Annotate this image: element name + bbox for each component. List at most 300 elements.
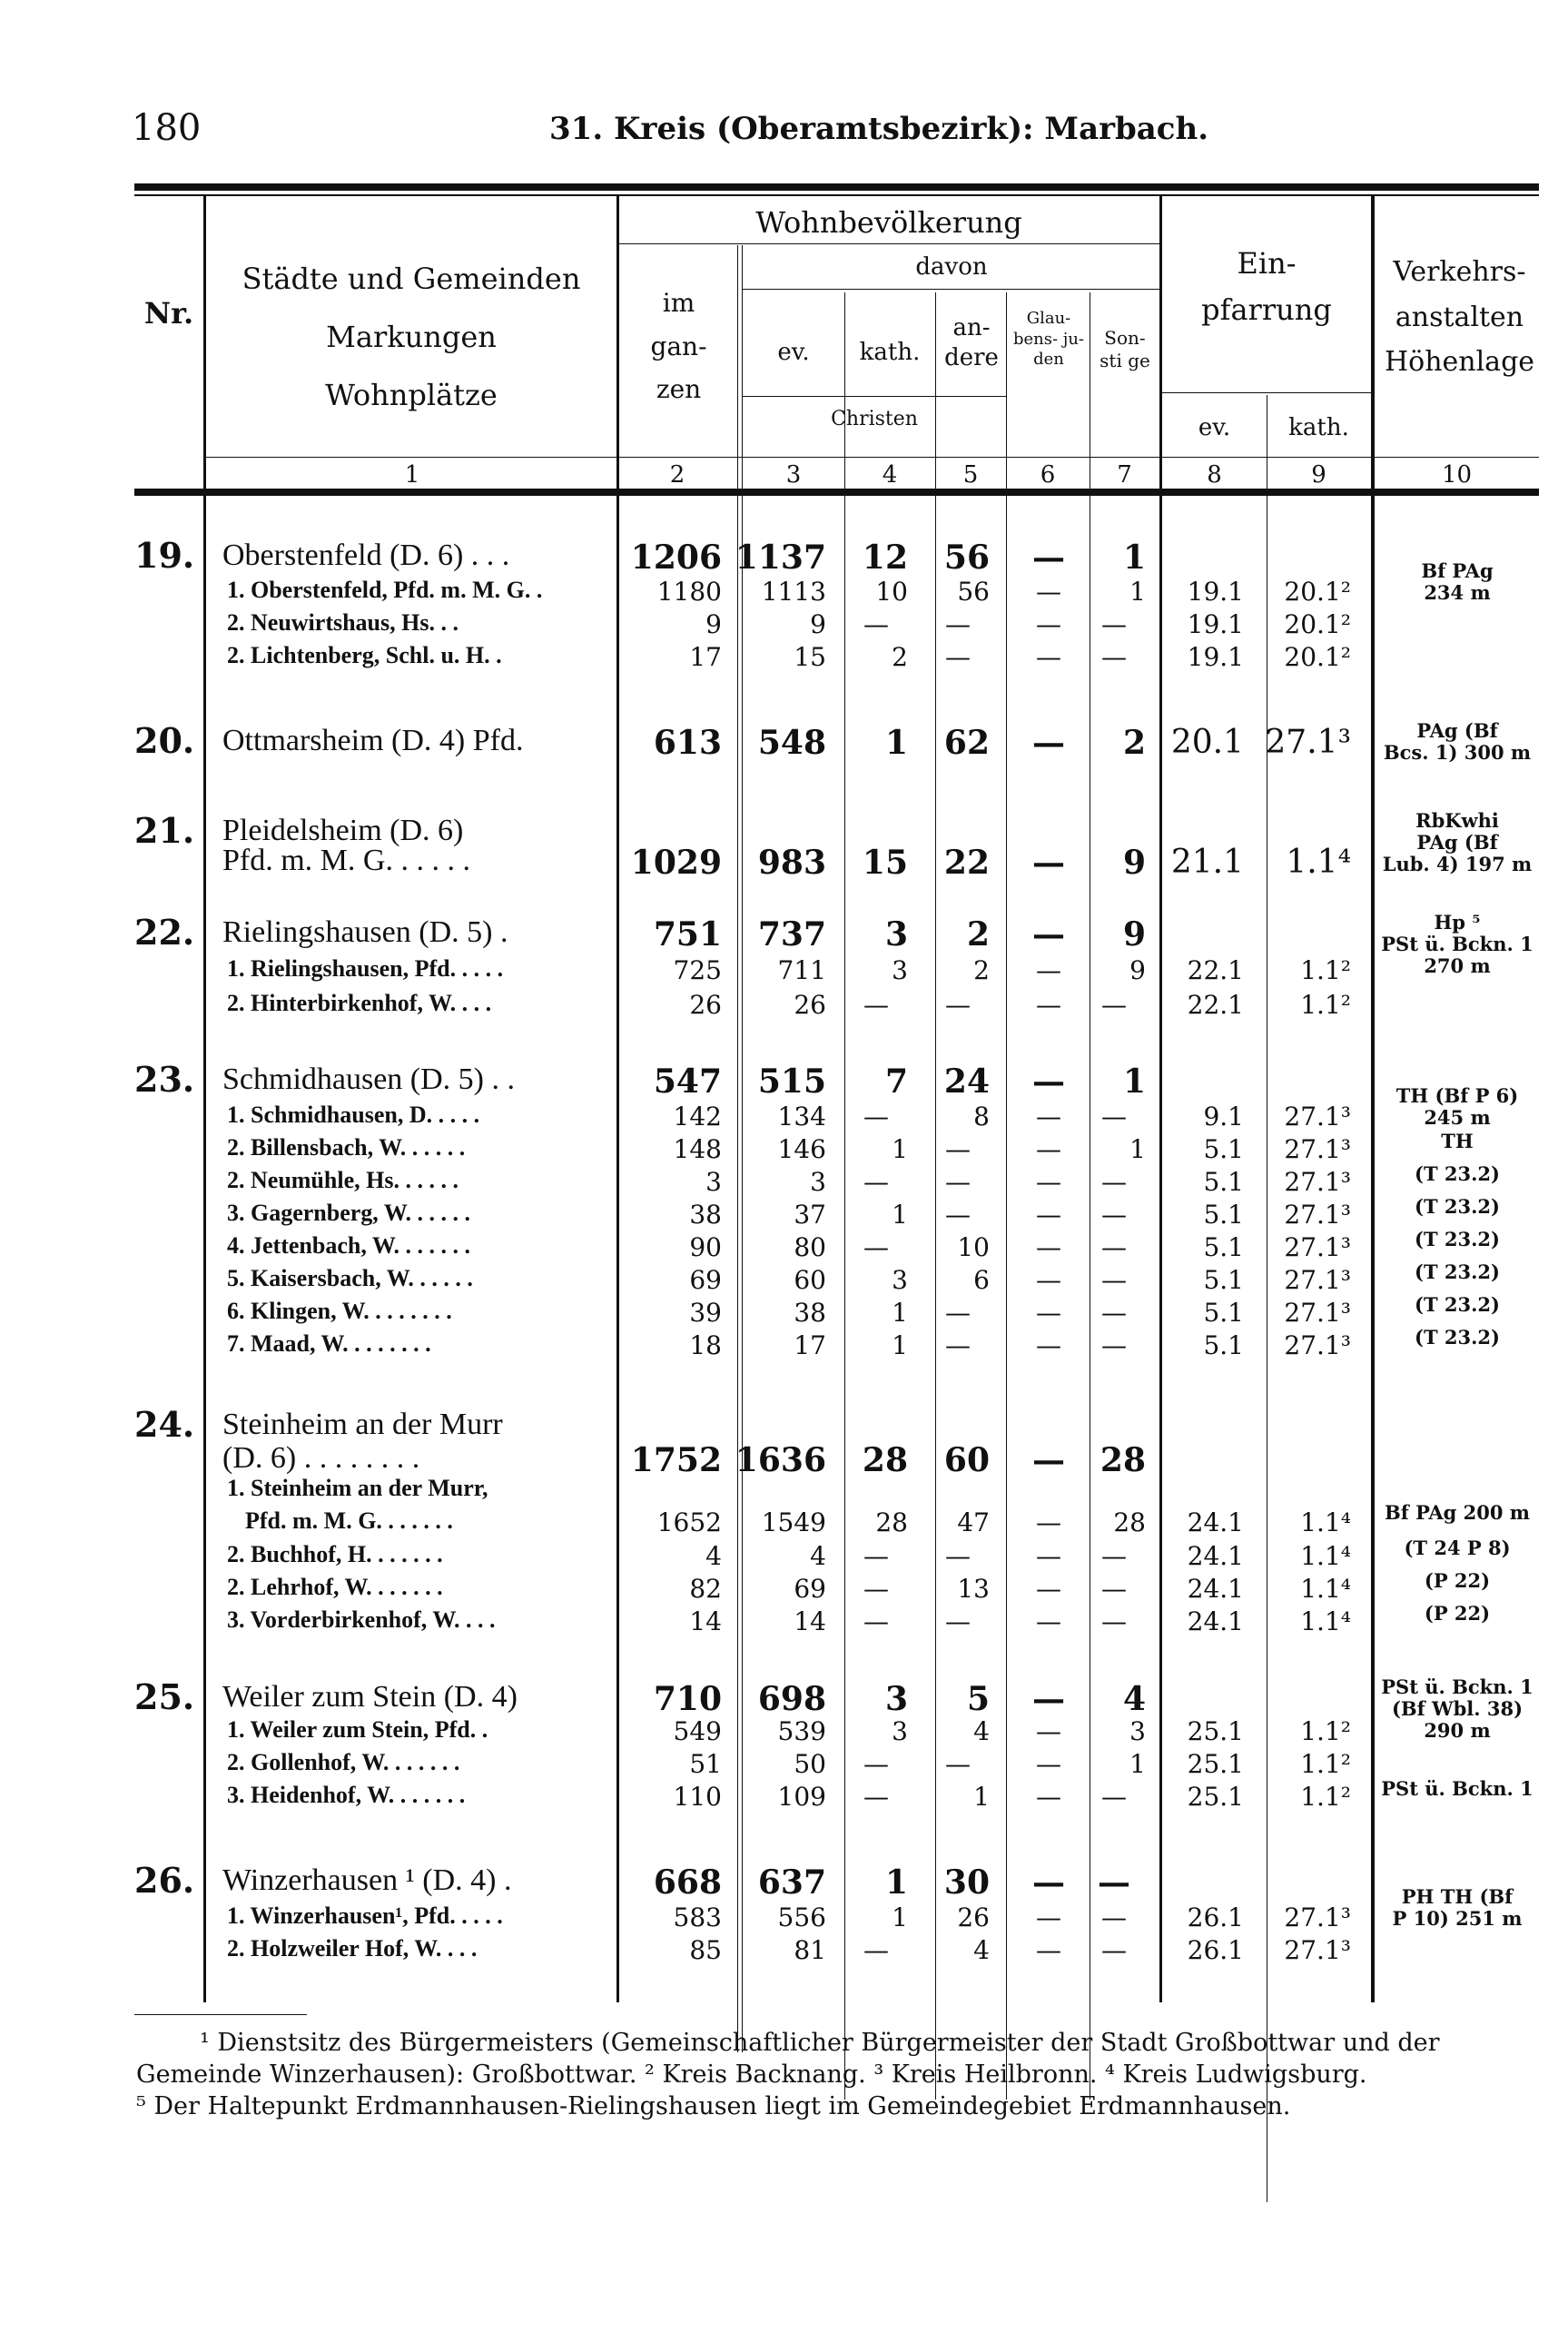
cell-value: 2 (1122, 724, 1146, 762)
verkehr-line: Bcs. 1) 300 m (1383, 741, 1532, 764)
verkehr-line: TH (Bf P 6) (1395, 1084, 1519, 1107)
verkehrsanstalten (1376, 560, 1539, 604)
cell-value: — (1036, 990, 1061, 1020)
verkehr-line: RbKwhi (1415, 809, 1499, 832)
place-name: 3. Vorderbirkenhof, W. . . . (227, 1606, 496, 1633)
cell-value: 27.1³ (1284, 1134, 1351, 1164)
header-name (207, 250, 616, 424)
cell-value: — (1036, 1102, 1061, 1132)
place-name: 3. Gagernberg, W. . . . . . (227, 1200, 470, 1226)
header-verkehr: Verkehrs- anstalten Höhenlage (1384, 256, 1535, 378)
cell-value: 69 (689, 1265, 722, 1295)
header-name-line: Städte und Gemeinden (242, 262, 581, 296)
place-name: 2. Holzweiler Hof, W. . . . (227, 1935, 478, 1962)
cell-value: — (1036, 1902, 1061, 1932)
verkehrsanstalten (1376, 1327, 1539, 1349)
cell-value: — (945, 990, 971, 1020)
verkehrsanstalten (1376, 1163, 1539, 1185)
cell-value: 1.1² (1300, 1749, 1351, 1779)
verkehr-line: (T 24 P 8) (1404, 1537, 1511, 1559)
cell-value: — (1036, 577, 1061, 607)
verkehr-line: Bf PAg 200 m (1384, 1501, 1530, 1524)
cell-value: 19.1 (1187, 642, 1244, 672)
cell-value: — (1036, 1298, 1061, 1328)
cell-value: 148 (673, 1134, 722, 1164)
place-name: Steinheim an der Murr (222, 1408, 503, 1441)
verkehr-line: PH TH (Bf (1401, 1885, 1514, 1908)
cell-value: — (1098, 1863, 1130, 1902)
cell-value: — (863, 1606, 889, 1636)
cell-value: 25.1 (1187, 1749, 1244, 1779)
cell-value: 134 (777, 1102, 826, 1132)
cell-value: 3 (892, 955, 908, 985)
col-divider (1006, 292, 1007, 2100)
cell-value: — (945, 642, 971, 672)
verkehr-line: PSt ü. Bckn. 1 (1381, 933, 1533, 955)
place-name: Schmidhausen (D. 5) . . (222, 1062, 516, 1096)
place-name: 2. Lichtenberg, Schl. u. H. . (227, 642, 502, 668)
cell-value: 5 (966, 1680, 990, 1718)
place-name: 2. Neumühle, Hs. . . . . . (227, 1167, 459, 1193)
place-name: 2. Hinterbirkenhof, W. . . . (227, 990, 492, 1016)
cell-value: 14 (689, 1606, 722, 1636)
cell-value: 21.1 (1170, 844, 1244, 881)
cell-value: — (863, 1935, 889, 1965)
cell-value: 1.1² (1300, 955, 1351, 985)
cell-value: — (1036, 1167, 1061, 1197)
cell-value: — (1036, 1265, 1061, 1295)
cell-value: 1 (892, 1200, 908, 1230)
cell-value: 25.1 (1187, 1782, 1244, 1812)
cell-value: 5.1 (1203, 1298, 1244, 1328)
cell-value: — (1101, 1200, 1127, 1230)
place-name: 7. Maad, W. . . . . . . . (227, 1330, 431, 1357)
cell-value: 60 (943, 1441, 990, 1479)
cell-value: — (1036, 1200, 1061, 1230)
cell-value: 27.1³ (1284, 1935, 1351, 1965)
footnote: ⁵ Der Haltepunkt Erdmannhausen-Rielingshausen liegt im Gemeindegebiet Erdmannhausen. (136, 2092, 1291, 2121)
cell-value: 1 (1122, 1062, 1146, 1101)
verkehr-line: (T 23.2) (1415, 1228, 1500, 1250)
cell-value: 28 (875, 1507, 908, 1537)
cell-value: 19.1 (1187, 577, 1244, 607)
verkehr-line: (T 23.2) (1415, 1260, 1500, 1283)
cell-value: 3 (1129, 1716, 1146, 1746)
cell-value: 1.1⁴ (1300, 1574, 1351, 1604)
verkehr-line: PSt ü. Bckn. 1 (1381, 1675, 1533, 1698)
cell-value: 10 (957, 1232, 990, 1262)
cell-value: 14 (794, 1606, 826, 1636)
verkehrsanstalten (1376, 720, 1539, 764)
cell-value: 3 (892, 1265, 908, 1295)
verkehr-line: PAg (Bf (1416, 719, 1498, 742)
page-number: 180 (132, 107, 202, 149)
place-name: Oberstenfeld (D. 6) . . . (222, 539, 510, 572)
cell-value: — (1036, 1606, 1061, 1636)
cell-value: 9 (1122, 844, 1146, 882)
page-title: 31. Kreis (Oberamtsbezirk): Marbach. (549, 111, 1209, 147)
cell-value: 19.1 (1187, 609, 1244, 639)
cell-value: — (1036, 955, 1061, 985)
cell-value: 613 (653, 724, 722, 762)
cell-value: — (1032, 1062, 1065, 1101)
verkehrsanstalten (1376, 1886, 1539, 1930)
cell-value: 1 (1129, 1134, 1146, 1164)
cell-value: — (863, 1102, 889, 1132)
cell-value: 27.1³ (1284, 1298, 1351, 1328)
cell-value: 1137 (735, 539, 826, 577)
row-number: 19. (134, 535, 195, 576)
cell-value: 24.1 (1187, 1541, 1244, 1571)
cell-value: 2 (973, 955, 990, 985)
cell-value: 56 (957, 577, 990, 607)
col-divider (203, 195, 206, 2002)
cell-value: 1636 (735, 1441, 826, 1479)
cell-value: 1 (1122, 539, 1146, 577)
cell-value: 1 (892, 1330, 908, 1360)
cell-value: 20.1 (1170, 724, 1244, 761)
cell-value: 547 (653, 1062, 722, 1101)
cell-value: 1.1² (1300, 1716, 1351, 1746)
place-name: 2. Neuwirtshaus, Hs. . . (227, 609, 459, 636)
verkehr-line: 290 m (1424, 1719, 1491, 1742)
cell-value: 3 (884, 1680, 908, 1718)
cell-value: 17 (689, 642, 722, 672)
cell-value: 38 (794, 1298, 826, 1328)
cell-value: — (1036, 1749, 1061, 1779)
cell-value: 5.1 (1203, 1134, 1244, 1164)
row-number: 22. (134, 912, 195, 953)
row-number: 25. (134, 1676, 195, 1717)
cell-value: 9 (810, 609, 826, 639)
cell-value: — (863, 1749, 889, 1779)
place-name: 5. Kaisersbach, W. . . . . . (227, 1265, 473, 1291)
cell-value: — (1101, 609, 1127, 639)
verkehrsanstalten (1376, 1676, 1539, 1742)
cell-value: 637 (757, 1863, 826, 1902)
cell-value: 1113 (761, 577, 826, 607)
place-name: 1. Rielingshausen, Pfd. . . . . (227, 955, 504, 982)
cell-value: 15 (862, 844, 908, 882)
cell-value: 1 (892, 1134, 908, 1164)
place-name: 2. Lehrhof, W. . . . . . . (227, 1574, 443, 1600)
place-name-cont: Pfd. m. M. G. . . . . . (222, 844, 470, 877)
cell-value: — (1101, 1782, 1127, 1812)
header-name-line: Wohnplätze (325, 378, 498, 412)
cell-value: 3 (810, 1167, 826, 1197)
cell-value: 10 (875, 577, 908, 607)
verkehrsanstalten (1376, 1131, 1539, 1152)
place-name: 2. Buchhof, H. . . . . . . (227, 1541, 443, 1567)
cell-value: 1.1² (1300, 1782, 1351, 1812)
cell-value: 24.1 (1187, 1507, 1244, 1537)
verkehr-line: PSt ü. Bckn. 1 (1381, 1777, 1533, 1800)
rule-top-thin (134, 194, 1539, 196)
cell-value: 1.1² (1300, 990, 1351, 1020)
header-einpfarrung: Ein- pfarrung (1201, 246, 1332, 328)
cell-value: 4 (1122, 1680, 1146, 1718)
cell-value: 737 (757, 915, 826, 954)
verkehr-line: (T 23.2) (1415, 1293, 1500, 1316)
row-number: 26. (134, 1860, 195, 1901)
cell-value: — (1032, 1680, 1065, 1718)
cell-value: 5.1 (1203, 1167, 1244, 1197)
place-name: 1. Steinheim an der Murr, (227, 1475, 488, 1501)
cell-value: 9 (705, 609, 722, 639)
cell-value: — (1036, 1782, 1061, 1812)
cell-value: 725 (673, 955, 722, 985)
cell-value: 90 (689, 1232, 722, 1262)
cell-value: — (1032, 915, 1065, 954)
place-name: 3. Heidenhof, W. . . . . . . (227, 1782, 466, 1808)
cell-value: 1206 (630, 539, 722, 577)
cell-value: — (1101, 1102, 1127, 1132)
cell-value: 60 (794, 1265, 826, 1295)
cell-value: — (1101, 1298, 1127, 1328)
cell-value: 4 (973, 1935, 990, 1965)
header-andere: an- dere (944, 314, 999, 371)
rule (204, 457, 1539, 458)
cell-value: 80 (794, 1232, 826, 1262)
cell-value: — (1032, 1863, 1065, 1902)
place-name-cont: (D. 6) . . . . . . . . (222, 1441, 420, 1475)
cell-value: 22.1 (1187, 990, 1244, 1020)
cell-value: 8 (973, 1102, 990, 1132)
cell-value: 24.1 (1187, 1606, 1244, 1636)
cell-value: — (1036, 1330, 1061, 1360)
cell-value: 6 (973, 1265, 990, 1295)
cell-value: 1 (1129, 577, 1146, 607)
cell-value: — (1036, 642, 1061, 672)
verkehr-line: (P 22) (1424, 1602, 1491, 1625)
column-number: 10 (1441, 461, 1473, 489)
row-number: 20. (134, 720, 195, 761)
cell-value: — (863, 1574, 889, 1604)
cell-value: 30 (943, 1863, 990, 1902)
cell-value: — (1032, 844, 1065, 882)
cell-value: 28 (1113, 1507, 1146, 1537)
cell-value: 515 (757, 1062, 826, 1101)
cell-value: — (945, 1330, 971, 1360)
cell-value: 27.1³ (1284, 1265, 1351, 1295)
cell-value: 20.1² (1284, 642, 1351, 672)
cell-value: — (1036, 1134, 1061, 1164)
cell-value: — (945, 609, 971, 639)
verkehr-line: TH (1441, 1130, 1474, 1152)
verkehrsanstalten (1376, 1502, 1539, 1524)
cell-value: 109 (777, 1782, 826, 1812)
verkehrsanstalten (1376, 912, 1539, 977)
verkehr-line: Bf PAg (1421, 559, 1494, 582)
header-glaubensjuden: Glau- bens- ju- den (1012, 309, 1085, 369)
cell-value: 24.1 (1187, 1574, 1244, 1604)
cell-value: 7 (884, 1062, 908, 1101)
cell-value: 85 (689, 1935, 722, 1965)
cell-value: 1.1⁴ (1300, 1507, 1351, 1537)
header-wohnbevoelkerung: Wohnbevölkerung (755, 205, 1022, 240)
cell-value: — (1036, 1507, 1061, 1537)
cell-value: 4 (973, 1716, 990, 1746)
cell-value: 81 (794, 1935, 826, 1965)
cell-value: — (1036, 1541, 1061, 1571)
rule-top (134, 183, 1539, 191)
verkehr-line: (P 22) (1424, 1569, 1491, 1592)
verkehrsanstalten (1376, 1570, 1539, 1592)
verkehr-line: 245 m (1424, 1106, 1491, 1129)
cell-value: 26.1 (1187, 1935, 1244, 1965)
place-name-cont: Pfd. m. M. G. . . . . . . (245, 1507, 453, 1534)
cell-value: 26.1 (1187, 1902, 1244, 1932)
cell-value: — (1101, 1574, 1127, 1604)
cell-value: 3 (884, 915, 908, 954)
cell-value: 3 (892, 1716, 908, 1746)
header-name-line: Markungen (326, 320, 497, 354)
verkehr-line: (T 23.2) (1415, 1195, 1500, 1218)
cell-value: 146 (777, 1134, 826, 1164)
header-im-ganzen: im gan- zen (650, 288, 707, 405)
header-davon: davon (915, 253, 988, 281)
column-number: 1 (404, 461, 420, 489)
cell-value: 9 (1122, 915, 1146, 954)
cell-value: — (1036, 1716, 1061, 1746)
cell-value: 12 (862, 539, 908, 577)
cell-value: — (1036, 1232, 1061, 1262)
cell-value: — (1036, 609, 1061, 639)
verkehrsanstalten (1376, 1294, 1539, 1316)
cell-value: 2 (966, 915, 990, 954)
cell-value: 51 (689, 1749, 722, 1779)
cell-value: 4 (705, 1541, 722, 1571)
place-name: 1. Schmidhausen, D. . . . . (227, 1102, 480, 1128)
column-number: 4 (882, 461, 898, 489)
column-number: 8 (1207, 461, 1222, 489)
cell-value: 1752 (630, 1441, 722, 1479)
verkehrsanstalten (1376, 1603, 1539, 1625)
verkehrsanstalten (1376, 1778, 1539, 1800)
cell-value: 27.1³ (1284, 1330, 1351, 1360)
cell-value: 39 (689, 1298, 722, 1328)
footnote: ¹ Dienstsitz des Bürgermeisters (Gemeinschaftlicher Bürgermeister der Stadt Großbottwar und der Gemeinde Winzerhausen): Großbottwar. ² Kreis Backnang. ³ Kreis Heilbronn. ⁴ Kreis Ludwigsburg. (136, 2029, 1440, 2090)
verkehrsanstalten (1376, 810, 1539, 875)
verkehrsanstalten (1376, 1537, 1539, 1559)
header-nr: Nr. (143, 296, 194, 331)
cell-value: 1 (892, 1298, 908, 1328)
cell-value: 26 (957, 1902, 990, 1932)
cell-value: — (945, 1298, 971, 1328)
cell-value: — (945, 1749, 971, 1779)
cell-value: — (1036, 1935, 1061, 1965)
verkehr-line: (Bf Wbl. 38) (1391, 1697, 1524, 1720)
verkehrsanstalten (1376, 1196, 1539, 1218)
row-number: 23. (134, 1059, 195, 1100)
rule (1162, 392, 1371, 393)
cell-value: 17 (794, 1330, 826, 1360)
cell-value: 556 (777, 1902, 826, 1932)
cell-value: 13 (957, 1574, 990, 1604)
cell-value: 27.1³ (1284, 1902, 1351, 1932)
cell-value: — (1036, 1574, 1061, 1604)
cell-value: — (863, 609, 889, 639)
cell-value: 1180 (656, 577, 722, 607)
cell-value: 15 (794, 642, 826, 672)
cell-value: 9.1 (1203, 1102, 1244, 1132)
cell-value: 3 (705, 1167, 722, 1197)
cell-value: — (863, 1782, 889, 1812)
place-name: Weiler zum Stein (D. 4) (222, 1680, 518, 1714)
cell-value: — (945, 1134, 971, 1164)
cell-value: 47 (957, 1507, 990, 1537)
column-number: 6 (1040, 461, 1056, 489)
column-number: 2 (669, 461, 685, 489)
footnotes (136, 2027, 1543, 2122)
cell-value: 27.1³ (1284, 1102, 1351, 1132)
cell-value: — (863, 1541, 889, 1571)
cell-value: — (1032, 724, 1065, 762)
cell-value: 27.1³ (1265, 724, 1351, 761)
place-name: 2. Billensbach, W. . . . . . (227, 1134, 466, 1161)
row-number: 21. (134, 810, 195, 851)
cell-value: 4 (810, 1541, 826, 1571)
cell-value: 549 (673, 1716, 722, 1746)
cell-value: 1 (973, 1782, 990, 1812)
cell-value: 27.1³ (1284, 1200, 1351, 1230)
cell-value: 668 (653, 1863, 722, 1902)
cell-value: — (863, 1167, 889, 1197)
cell-value: 22 (943, 844, 990, 882)
cell-value: 27.1³ (1284, 1232, 1351, 1262)
cell-value: 18 (689, 1330, 722, 1360)
place-name: 4. Jettenbach, W. . . . . . . (227, 1232, 470, 1259)
header-ev: ev. (777, 339, 810, 366)
cell-value: 710 (653, 1680, 722, 1718)
cell-value: 1.1⁴ (1300, 1606, 1351, 1636)
column-number: 5 (962, 461, 979, 489)
header-christen: Christen (831, 408, 918, 430)
verkehr-line: 234 m (1424, 581, 1491, 604)
verkehr-line: (T 23.2) (1415, 1326, 1500, 1349)
cell-value: — (1101, 1167, 1127, 1197)
cell-value: 25.1 (1187, 1716, 1244, 1746)
cell-value: 1 (1129, 1749, 1146, 1779)
cell-value: 1.1⁴ (1286, 844, 1351, 881)
cell-value: — (1101, 1330, 1127, 1360)
cell-value: 9 (1129, 955, 1146, 985)
cell-value: 711 (777, 955, 826, 985)
place-name: 1. Weiler zum Stein, Pfd. . (227, 1716, 488, 1743)
place-name: 2. Gollenhof, W. . . . . . . (227, 1749, 460, 1775)
cell-value: — (945, 1200, 971, 1230)
place-name: Ottmarsheim (D. 4) Pfd. (222, 724, 524, 757)
cell-value: 62 (943, 724, 990, 762)
row-number: 24. (134, 1404, 195, 1445)
cell-value: 5.1 (1203, 1200, 1244, 1230)
header-pf-kath: kath. (1288, 414, 1349, 441)
cell-value: 983 (757, 844, 826, 882)
header-sonstige: Son- sti ge (1100, 327, 1150, 371)
verkehr-line: 270 m (1424, 954, 1491, 977)
cell-value: 5.1 (1203, 1330, 1244, 1360)
cell-value: 698 (757, 1680, 826, 1718)
place-name: Rielingshausen (D. 5) . (222, 915, 508, 949)
cell-value: 27.1³ (1284, 1167, 1351, 1197)
verkehrsanstalten (1376, 1085, 1539, 1129)
cell-value: 69 (794, 1574, 826, 1604)
cell-value: 50 (794, 1749, 826, 1779)
cell-value: 38 (689, 1200, 722, 1230)
cell-value: 37 (794, 1200, 826, 1230)
rule (617, 243, 1160, 244)
column-number: 3 (785, 461, 802, 489)
